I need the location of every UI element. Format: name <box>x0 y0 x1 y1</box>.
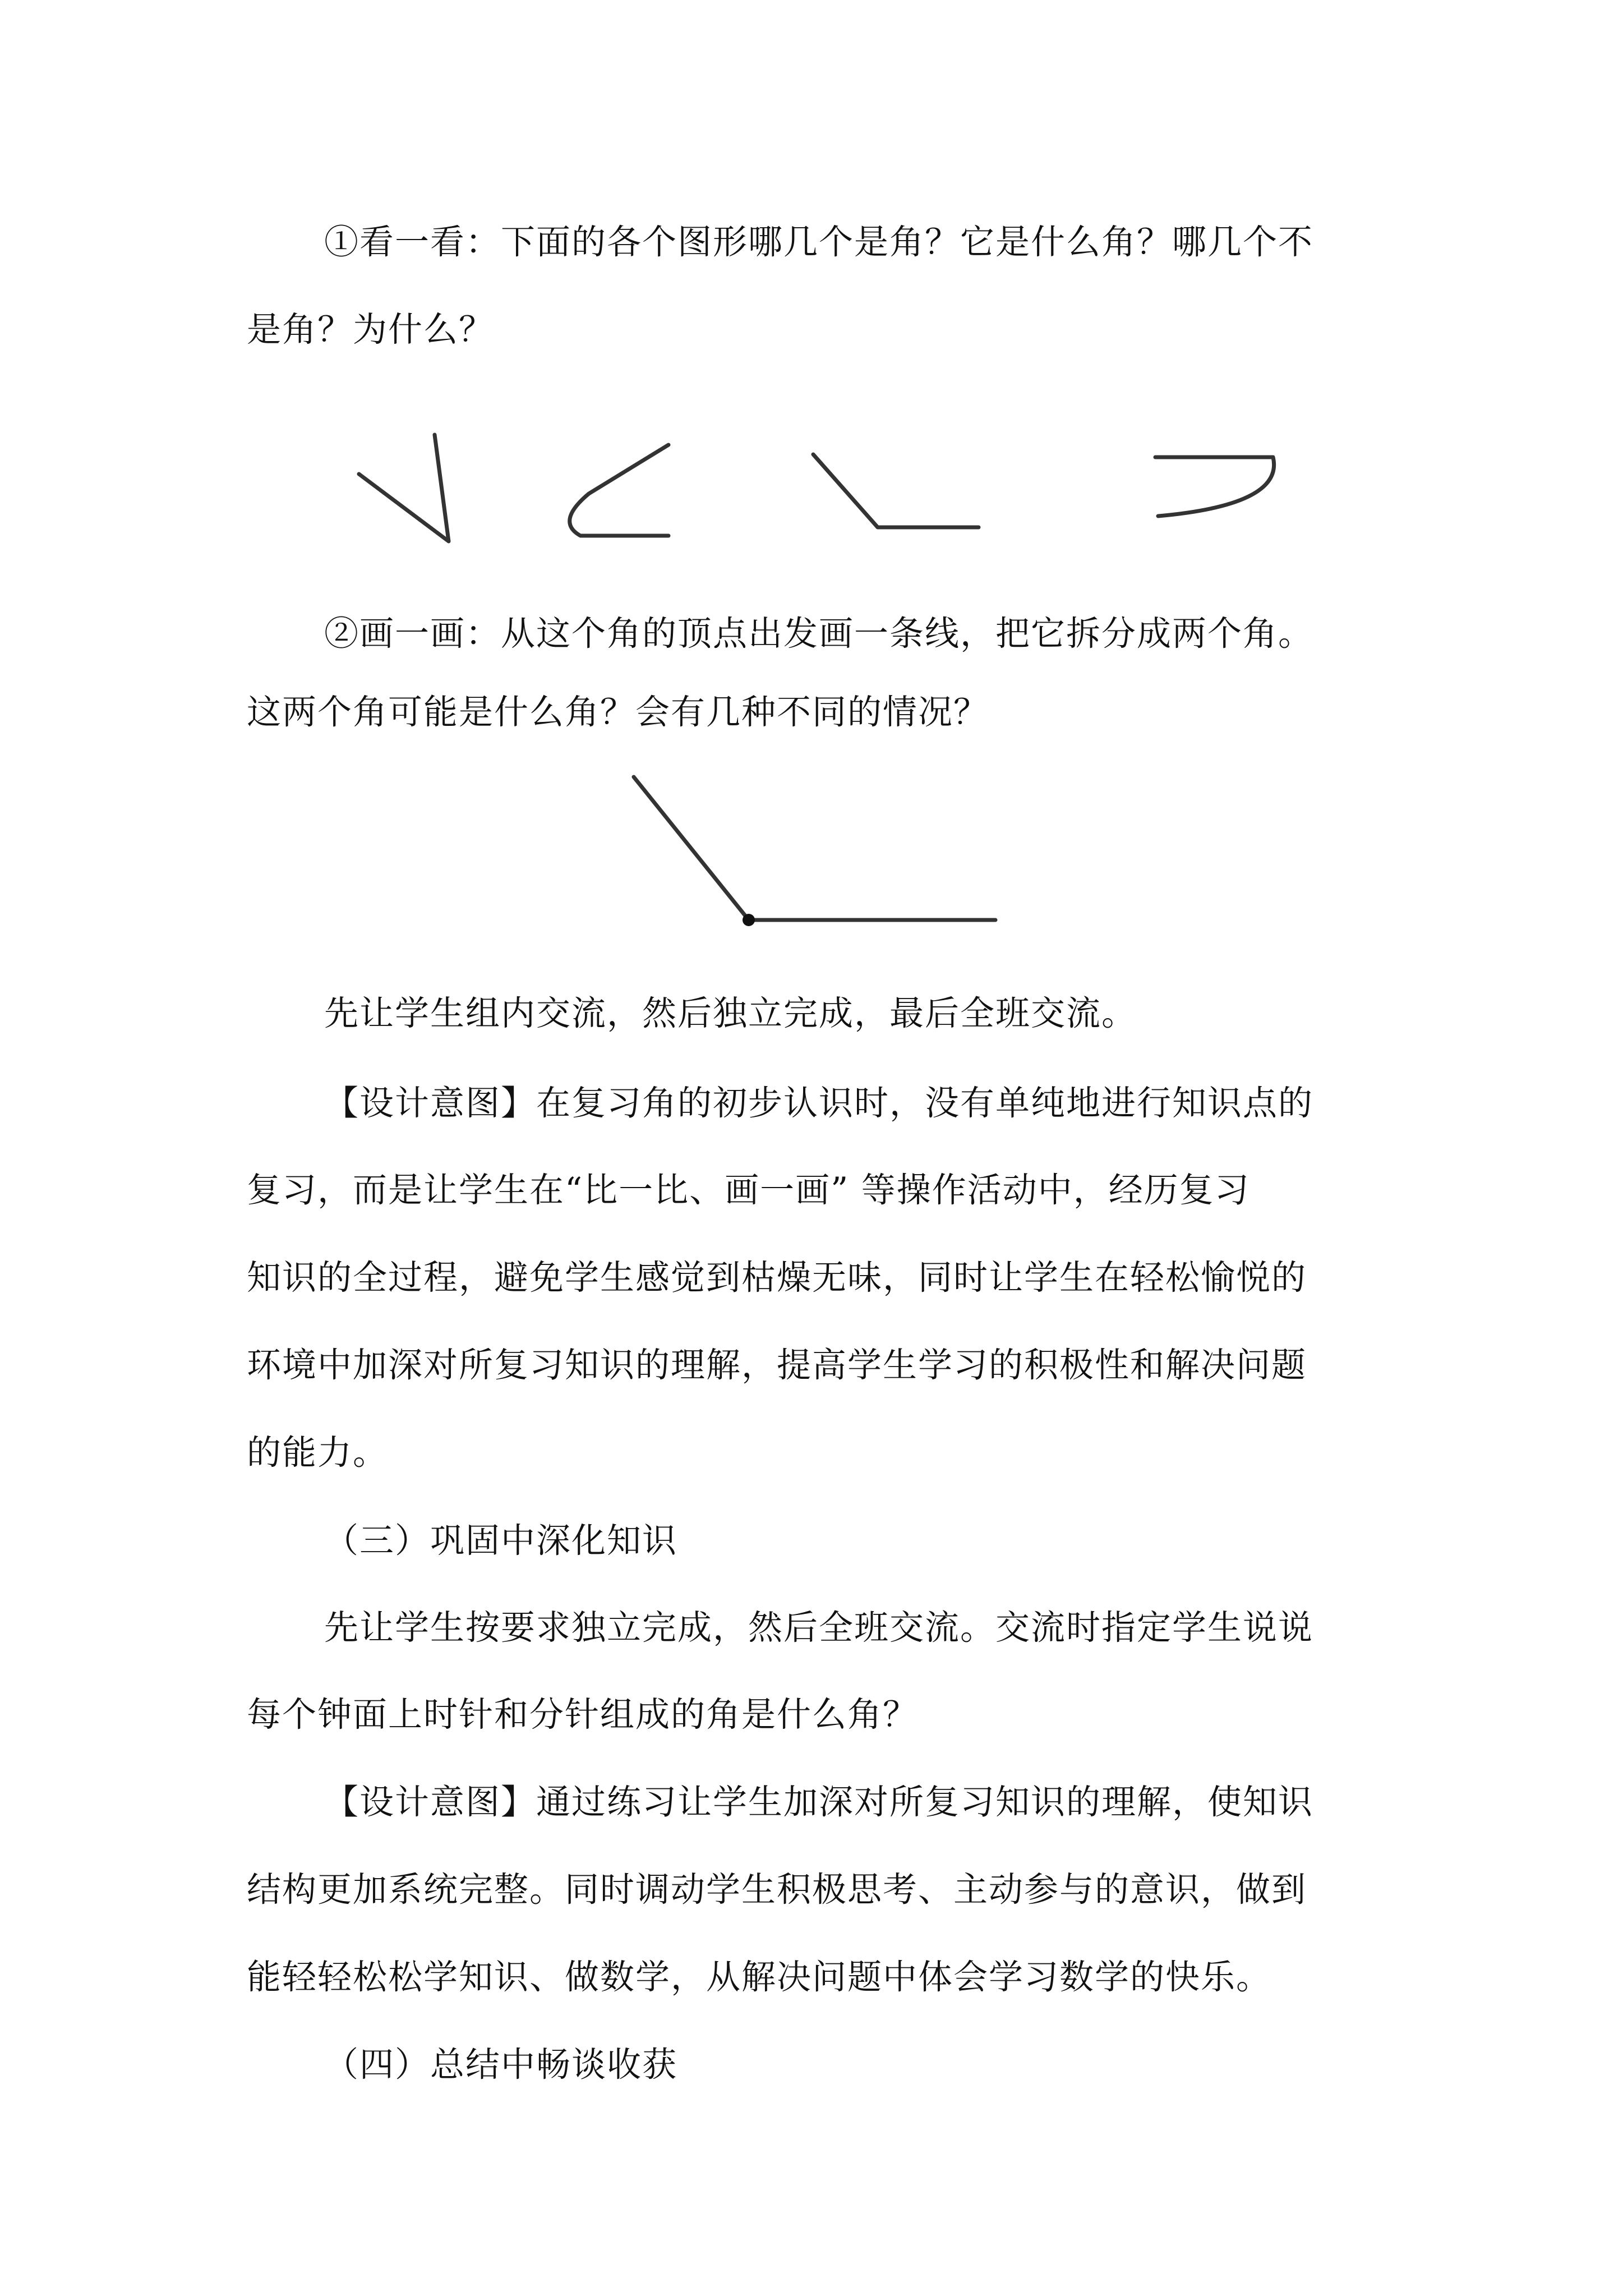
design-intent-1-line-1: 【设计意图】在复习角的初步认识时，没有单纯地进行知识点的 <box>324 1083 1314 1123</box>
section-3-heading: （三）巩固中深化知识 <box>324 1521 678 1561</box>
figure-2-curve <box>570 445 668 536</box>
question-2-line-2: 这两个角可能是什么角？会有几种不同的情况？ <box>247 692 989 732</box>
figure-4-curve <box>1155 457 1274 516</box>
figure-1-angle <box>359 435 449 541</box>
process-note: 先让学生组内交流，然后独立完成，最后全班交流。 <box>324 993 1137 1033</box>
obtuse-angle <box>634 777 995 920</box>
question-1-line-1: ①看一看：下面的各个图形哪几个是角？它是什么角？哪几个不 <box>324 222 1314 262</box>
design-intent-1-line-3: 知识的全过程，避免学生感觉到枯燥无味，同时让学生在轻松愉悦的 <box>247 1258 1307 1297</box>
angle-vertex-dot <box>743 914 755 926</box>
design-intent-2-line-3: 能轻轻松松学知识、做数学，从解决问题中体会学习数学的快乐。 <box>247 1957 1272 1997</box>
design-intent-1-line-4: 环境中加深对所复习知识的理解，提高学生学习的积极性和解决问题 <box>247 1345 1307 1385</box>
question-2-line-1: ②画一画：从这个角的顶点出发画一条线，把它拆分成两个角。 <box>324 614 1314 654</box>
design-intent-2-line-1: 【设计意图】通过练习让学生加深对所复习知识的理解，使知识 <box>324 1782 1314 1822</box>
design-intent-1-line-2: 复习，而是让学生在“比一比、画一画” 等操作活动中，经历复习 <box>247 1170 1250 1210</box>
section-3-line-2: 每个钟面上时针和分针组成的角是什么角？ <box>247 1695 919 1734</box>
question-1-line-2: 是角？为什么？ <box>247 310 495 349</box>
section-4-heading: （四）总结中畅谈收获 <box>324 2045 678 2085</box>
design-intent-1-line-5: 的能力。 <box>247 1433 389 1473</box>
section-3-line-1: 先让学生按要求独立完成，然后全班交流。交流时指定学生说说 <box>324 1608 1314 1648</box>
figure-3-polyline <box>813 454 979 527</box>
design-intent-2-line-2: 结构更加系统完整。同时调动学生积极思考、主动参与的意识，做到 <box>247 1870 1307 1910</box>
